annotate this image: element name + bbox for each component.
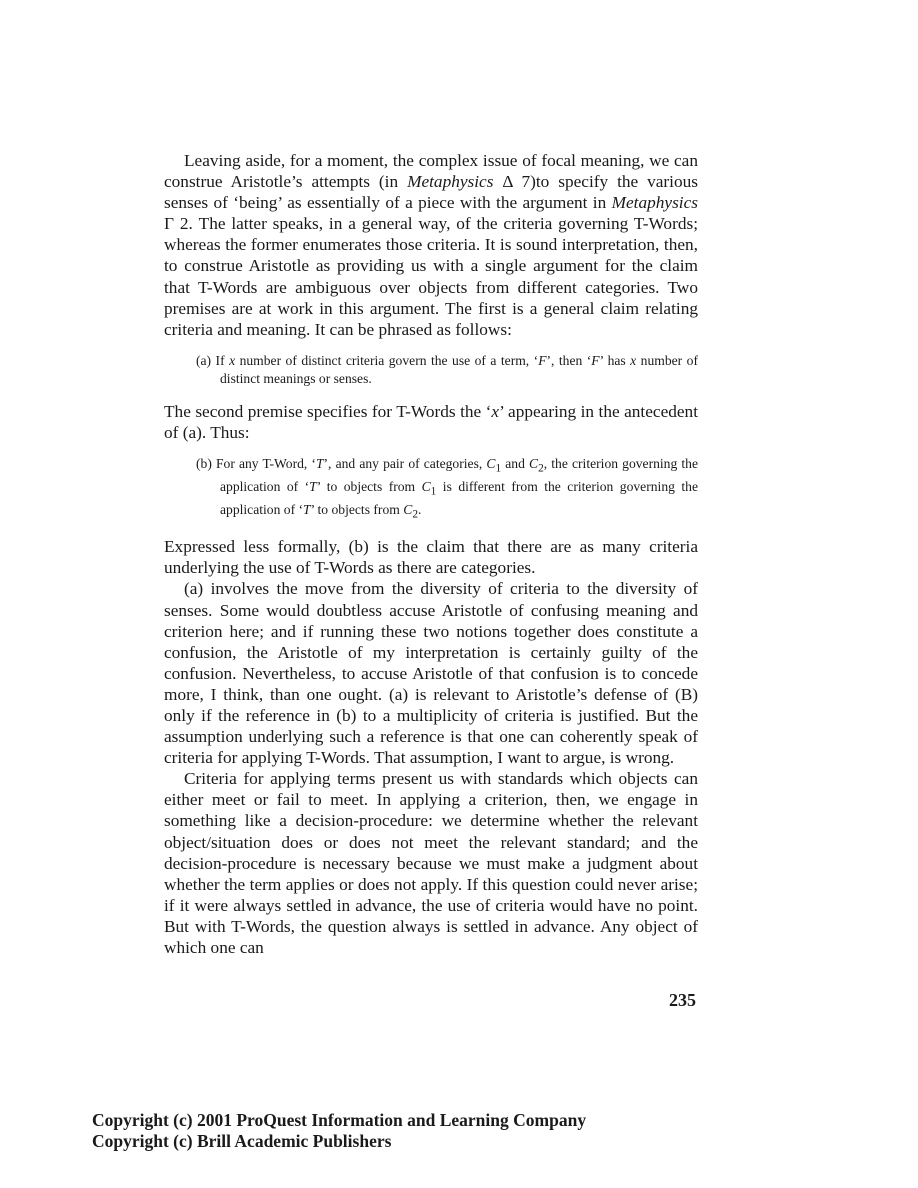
paragraph-1: Leaving aside, for a moment, the complex issue of focal meaning, we can construe Aristotle’s attempts (in Metaphysics Δ 7)to specify the various senses of ‘being’ as essentially of a piece with the argument in Metaphysics Γ 2. The latter speaks, in a general way, of the criteria governing T-Words; whereas the former enumerates those criteria. It is sound interpretation, then, to construe Aristotle as providing us with a single argument for the claim that T-Words are ambiguous over objects from different categories. Two premises are at work in this argument. The first is a general claim relating criteria and meaning. It can be phrased as follows: — [164, 151, 698, 339]
copyright-line: Copyright (c) Brill Academic Publishers — [92, 1131, 392, 1151]
copyright-line: Copyright (c) 2001 ProQuest Information and Learning Company — [92, 1110, 587, 1130]
paragraph-3: Expressed less formally, (b) is the claim that there are as many criteria underlying the use of T-Words as there are categories. — [164, 537, 698, 578]
book-title: Metaphysics — [407, 172, 494, 192]
copyright-notice — [92, 1110, 586, 1152]
premise-b: (b) For any T-Word, ‘T’, and any pair of categories, $C_1$ and $C_2$, the criterion governing the application of ‘T’ to objects from $C_1$ is different from the criterion governing the application of ‘T’ to objects from $C_2$. — [196, 455, 698, 521]
paragraph-4: (a) involves the move from the diversity of criteria to the diversity of senses. Some would doubtless accuse Aristotle of confusing meaning and criterion here; and if running these two notions together does constitute a confusion, the Aristotle of my interpretation is certainly guilty of the confusion. Nevertheless, to accuse Aristotle of that confusion is to concede more, I think, than one ought. (a) is relevant to Aristotle’s defense of (B) only if the reference in (b) to a multiplicity of criteria is justified. But the assumption underlying such a reference is that one can coherently speak of criteria for applying T-Words. That assumption, I want to argue, is wrong. — [164, 579, 698, 768]
premise-a: (a) If x number of distinct criteria govern the use of a term, ‘F’, then ‘F’ has x number of distinct meanings or senses. — [196, 352, 698, 387]
paragraph-5: Criteria for applying terms present us with standards which objects can either meet or fail to meet. In applying a criterion, then, we engage in something like a decision-procedure: we determine whether the relevant object/situation does or does not meet the relevant standard; and the decision-procedure is necessary because we must make a judgment about whether the term applies or does not apply. If this question could never arise; if it were always settled in advance, the use of criteria would have no point. But with T-Words, the question always is settled in advance. Any object of which one can — [164, 769, 698, 957]
book-title: Metaphysics — [611, 193, 698, 213]
page-body — [164, 150, 698, 958]
paragraph-2: The second premise specifies for T-Words the ‘x’ appearing in the antecedent of (a). Thus: — [164, 401, 698, 442]
page-number: 235 — [669, 990, 696, 1010]
